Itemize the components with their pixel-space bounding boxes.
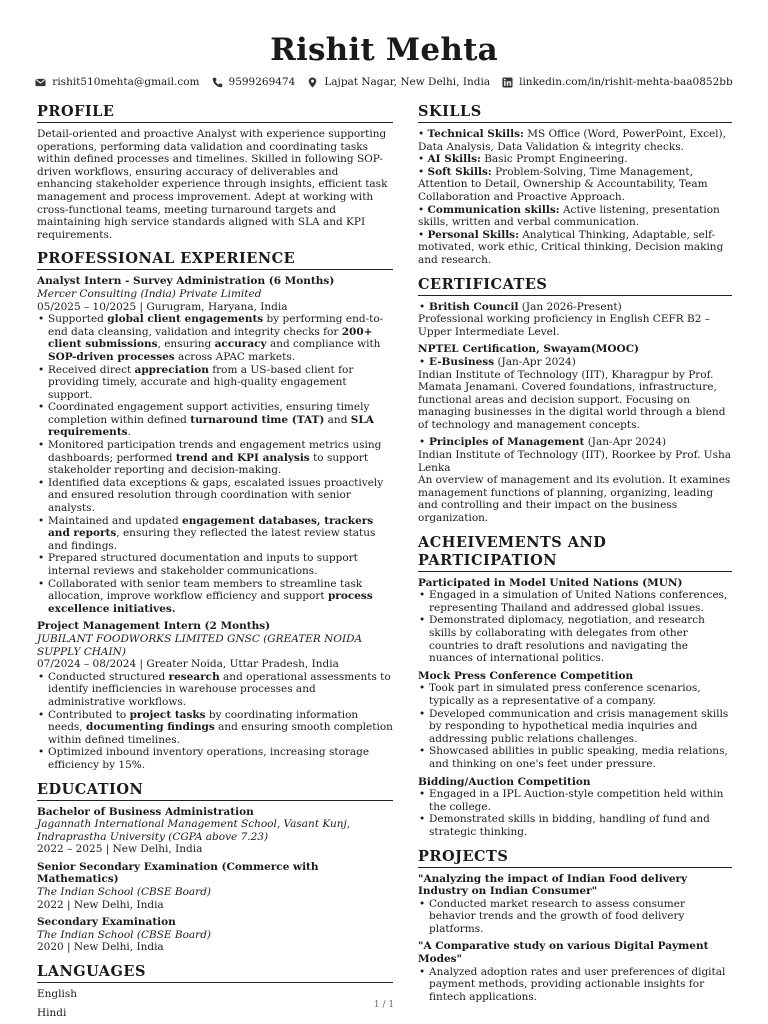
skill-label: Communication skills:: [427, 203, 560, 216]
skill-text: Basic Prompt Engineering.: [480, 153, 628, 166]
linkedin-icon: [502, 77, 513, 88]
email-text: rishit510mehta@gmail.com: [52, 76, 200, 88]
education-entry: [37, 916, 393, 954]
nptel-title: NPTEL Certification, Swayam(MOOC): [418, 343, 640, 356]
skill-label: Soft Skills:: [427, 165, 492, 178]
bullet-item: • Maintained and updated engagement databases, trackers and reports, ensuring they reflected the latest review status and findings.: [37, 515, 393, 553]
achievement-title: Bidding/Auction Competition: [418, 775, 591, 788]
degree-title: Senior Secondary Examination (Commerce with Mathematics): [37, 860, 319, 886]
achievement-entry: [418, 776, 732, 839]
cert-date: (Jan-Apr 2024): [584, 436, 667, 449]
skill-item: • Technical Skills: MS Office (Word, PowerPoint, Excel), Data Analysis, Data Validation & integrity checks.: [418, 128, 726, 153]
skill-text: Analytical Thinking, Adaptable, self-motivated, work ethic, Critical thinking, Decision making and research.: [418, 228, 724, 266]
cert-desc: Professional working proficiency in English CEFR B2 – Upper Intermediate Level.: [418, 313, 711, 338]
job-company: Mercer Consulting (India) Private Limited: [37, 287, 262, 300]
phone-icon: [212, 77, 223, 88]
bullet-item: • Received direct appreciation from a US-based client for providing timely, accurate and high-quality engagement support.: [37, 364, 393, 402]
education-heading: EDUCATION: [37, 781, 393, 801]
location-text: Lajpat Nagar, New Delhi, India: [324, 76, 491, 88]
location-pin-icon: [307, 77, 318, 88]
language-item: English: [37, 988, 78, 1001]
project-title: "Analyzing the impact of Indian Food delivery Industry on Indian Consumer": [418, 872, 688, 898]
skills-list: [418, 128, 732, 267]
languages-heading: LANGUAGES: [37, 963, 393, 983]
skill-label: AI Skills:: [427, 153, 481, 166]
achievement-bullets: [418, 682, 732, 770]
skill-text: Problem-Solving, Time Management, Attention to Detail, Ownership & Accountability, Team Collaboration and Proactive Approach.: [418, 165, 708, 203]
job-bullets: [37, 313, 393, 615]
bullet-item: • Conducted market research to assess consumer behavior trends and the growth of food delivery platforms.: [418, 898, 732, 936]
bullet-item: • Optimized inbound inventory operations, increasing storage efficiency by 15%.: [37, 746, 393, 771]
bullet-item: • Identified data exceptions & gaps, escalated issues proactively and ensured resolution through coordination with senior analysts.: [37, 477, 393, 515]
project-entry: [418, 940, 732, 1003]
skill-item: • Personal Skills: Analytical Thinking, Adaptable, self-motivated, work ethic, Critical thinking, Decision making and research.: [418, 228, 724, 266]
cert-title: [418, 356, 732, 369]
degree-title: Bachelor of Business Administration: [37, 805, 254, 818]
bullet-item: • Demonstrated diplomacy, negotiation, and research skills by collaborating with delegates from other countries to draft resolutions and navigating the nuances of international politics.: [418, 614, 732, 664]
bullet-item: • Supported global client engagements by performing end-to-end data cleansing, validation and integrity checks for 200+ client submissions, ensuring accuracy and compliance with SOP-driven processes across APAC markets.: [37, 313, 393, 363]
skill-label: Personal Skills:: [427, 228, 519, 241]
job-meta: 05/2025 – 10/2025 | Gurugram, Haryana, India: [37, 300, 288, 313]
bullet-item: • Showcased abilities in public speaking, media relations, and thinking on one's feet under pressure.: [418, 745, 732, 770]
education-meta: 2020 | New Delhi, India: [37, 941, 164, 954]
education-meta: 2022 – 2025 | New Delhi, India: [37, 843, 203, 856]
contact-location: [307, 74, 490, 90]
right-column: [418, 103, 732, 1003]
skill-item: • AI Skills: Basic Prompt Engineering.: [418, 153, 628, 166]
phone-text: 9599269474: [228, 76, 296, 88]
contact-email[interactable]: [35, 74, 199, 90]
cert-pom: [418, 436, 732, 449]
bullet-item: • Conducted structured research and operational assessments to identify inefficiencies in warehouse processes and administrative workflows.: [37, 671, 393, 709]
school-name: Jagannath International Management School, Vasant Kunj, Indraprastha University (CGPA above 7.23): [37, 818, 351, 843]
job-bullets: [37, 671, 393, 772]
candidate-name: Rishit Mehta: [270, 32, 498, 68]
bullet-item: • Engaged in a IPL Auction-style competition held within the college.: [418, 788, 732, 813]
bullet-item: • Developed communication and crisis management skills by responding to hypothetical media inquiries and addressing public relations challenges.: [418, 708, 732, 746]
project-entry: [418, 873, 732, 936]
education-entry: [37, 861, 393, 911]
bullet-item: • Collaborated with senior team members to streamline task allocation, improve workflow efficiency and support process excellence initiatives.: [37, 578, 393, 616]
cert-date: (Jan-Apr 2024): [494, 355, 576, 368]
school-name: The Indian School (CBSE Board): [37, 928, 212, 941]
cert-title: [418, 301, 732, 314]
cert-name: Principles of Management: [429, 436, 585, 449]
projects-heading: PROJECTS: [418, 848, 732, 868]
contact-phone[interactable]: [212, 74, 296, 90]
bullet-item: • Demonstrated skills in bidding, handling of fund and strategic thinking.: [418, 813, 732, 838]
linkedin-text: linkedin.com/in/rishit-mehta-baa0852bb: [519, 76, 733, 88]
bullet-item: • Engaged in a simulation of United Nations conferences, representing Thailand and addressed global issues.: [418, 589, 732, 614]
cert-title: [418, 436, 732, 449]
achievement-bullets: [418, 589, 732, 665]
project-bullets: [418, 966, 732, 1004]
project-bullets: [418, 898, 732, 936]
skill-text: Active listening, presentation skills, written and verbal communication.: [418, 203, 720, 229]
cert-desc: Indian Institute of Technology (IIT), Kharagpur by Prof. Mamata Jenamani. Covered foundations, infrastructure, functional areas and decision support. Focusing on managing businesses in the digital world through a blend of technology and management concepts.: [418, 368, 726, 431]
skills-heading: SKILLS: [418, 103, 732, 123]
bullet-item: • Prepared structured documentation and inputs to support internal reviews and stakeholder communications.: [37, 552, 393, 577]
education-entry: [37, 806, 393, 856]
bullet-item: • Contributed to project tasks by coordinating information needs, documenting findings and ensuring smooth completion within defined timelines.: [37, 709, 393, 747]
achievement-entry: [418, 670, 732, 771]
achievement-title: Mock Press Conference Competition: [418, 669, 634, 682]
job-title: Analyst Intern - Survey Administration (6 Months): [37, 275, 335, 288]
cert-date: (Jan 2026-Present): [518, 300, 622, 313]
cert-ebusiness: [418, 356, 732, 369]
skill-label: Technical Skills:: [427, 128, 524, 140]
cert-desc: An overview of management and its evolution. It examines management functions of planning, organizing, leading and controlling and their impact on the business organization.: [418, 474, 731, 525]
contact-linkedin[interactable]: [502, 74, 733, 90]
left-column: [37, 103, 393, 1019]
achievement-bullets: [418, 788, 732, 838]
email-icon: [35, 77, 46, 88]
experience-heading: PROFESSIONAL EXPERIENCE: [37, 250, 393, 270]
job-entry: [37, 620, 393, 771]
degree-title: Secondary Examination: [37, 916, 176, 929]
language-item: Hindi: [37, 1006, 67, 1019]
bullet-item: • Monitored participation trends and engagement metrics using dashboards; performed trend and KPI analysis to support stakeholder reporting and decision-making.: [37, 439, 393, 477]
contact-bar: [0, 74, 768, 90]
project-title: "A Comparative study on various Digital Payment Modes": [418, 940, 709, 966]
job-title: Project Management Intern (2 Months): [37, 620, 271, 633]
education-meta: 2022 | New Delhi, India: [37, 898, 164, 911]
profile-text: Detail-oriented and proactive Analyst with experience supporting operations, performing data validation and coordinating tasks within defined processes and timelines. Skilled in following SOP-driven workflows, ensuring accuracy of deliverables and enhancing stakeholder experience through insights, efficient task management and process improvement. Adept at working with cross-functional teams, meeting turnaround targets and maintaining high service standards aligned with SLA and KPI requirements.: [37, 128, 388, 241]
cert-name: British Council: [429, 300, 519, 313]
job-entry: [37, 275, 393, 615]
school-name: The Indian School (CBSE Board): [37, 886, 212, 899]
skill-item: • Soft Skills: Problem-Solving, Time Management, Attention to Detail, Ownership & Accountability, Team Collaboration and Proactive Approach.: [418, 165, 708, 203]
skill-text: MS Office (Word, PowerPoint, Excel), Data Analysis, Data Validation & integrity checks.: [418, 128, 726, 153]
page-number: 1 / 1: [373, 1000, 395, 1010]
achievements-heading: ACHEIVEMENTS AND PARTICIPATION: [418, 534, 732, 572]
achievement-entry: [418, 577, 732, 665]
bullet-item: • Coordinated engagement support activities, ensuring timely completion within defined turnaround time (TAT) and SLA requirements.: [37, 401, 393, 439]
cert-desc: Indian Institute of Technology (IIT), Roorkee by Prof. Usha Lenka: [418, 449, 732, 474]
achievement-title: Participated in Model United Nations (MUN): [418, 576, 683, 589]
cert-name: E-Business: [429, 355, 495, 368]
job-company: JUBILANT FOODWORKS LIMITED GNSC (GREATER NOIDA SUPPLY CHAIN): [37, 632, 363, 658]
skill-item: • Communication skills: Active listening, presentation skills, written and verbal communication.: [418, 203, 720, 229]
bullet-item: • Took part in simulated press conference scenarios, typically as a representative of a company.: [418, 682, 732, 707]
bullet-item: • Analyzed adoption rates and user preferences of digital payment methods, providing actionable insights for fintech applications.: [418, 966, 732, 1004]
certificates-heading: CERTIFICATES: [418, 276, 732, 296]
job-meta: 07/2024 – 08/2024 | Greater Noida, Uttar Pradesh, India: [37, 658, 339, 671]
profile-heading: PROFILE: [37, 103, 393, 123]
cert-british: [418, 301, 732, 314]
